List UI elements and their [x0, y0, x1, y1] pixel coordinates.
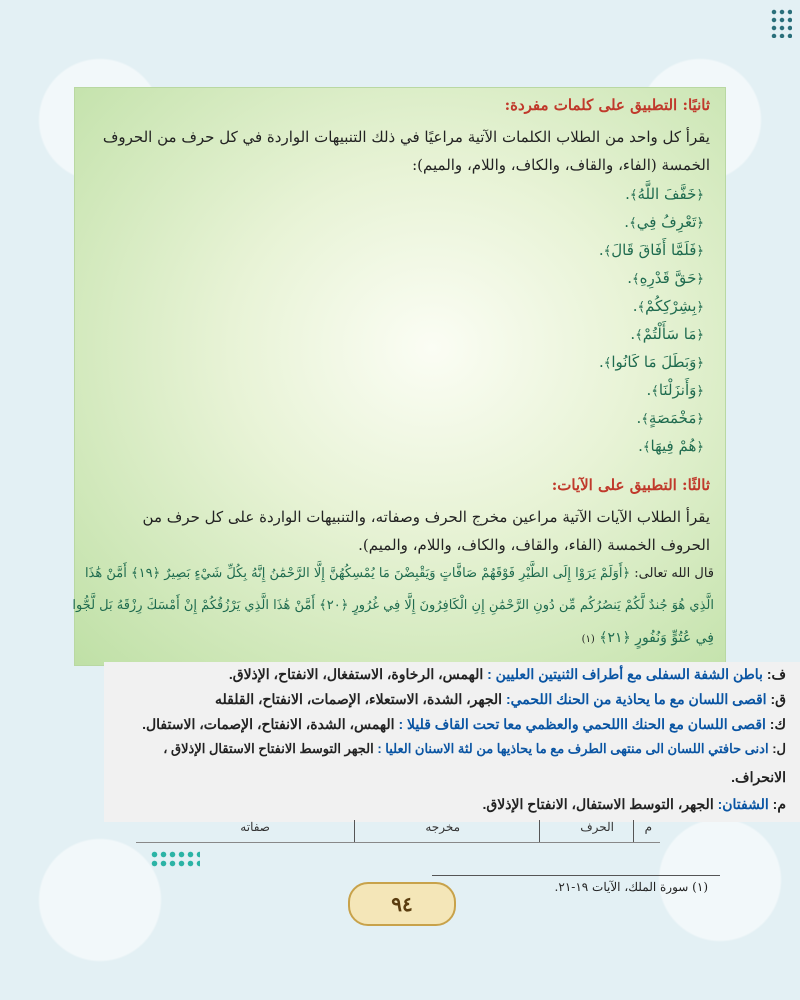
word-item: ﴿تَعْرِفُ فِي﴾. — [624, 213, 704, 231]
word-item: ﴿هُمْ فِيهَا﴾. — [638, 437, 704, 455]
page-number: ٩٤ — [348, 882, 456, 926]
decorative-dots — [150, 850, 200, 868]
verse-line-3: فِي عُتُوٍّ وَنُفُورٍ ﴿٢١﴾ (١) — [581, 630, 714, 646]
overlay-row: م: الشفتان: الجهر، التوسط الاستفال، الانفتاح الإذلاق. — [482, 796, 786, 812]
table-header — [136, 820, 660, 843]
section2-instruction-line2: الخمسة (الفاء، والقاف، والكاف، واللام، والميم): — [412, 156, 710, 174]
verse-footnote-ref: (١) — [581, 634, 595, 645]
section3-heading: ثالثًا: التطبيق على الآيات: — [551, 476, 710, 494]
table-divider — [633, 820, 634, 842]
footnote-rule — [432, 875, 720, 876]
overlay-row: ق: اقصى اللسان مع ما يحاذية من الحنك اللحمي: الجهر، الشدة، الاستعلاء، الإصمات، الانفتاح، القلقله — [215, 691, 786, 707]
table-col-makhraj: مخرجه — [425, 820, 460, 834]
table-col-sifat: صفاته — [240, 820, 270, 834]
corner-dots — [770, 8, 792, 38]
table-col-m: م — [644, 820, 652, 834]
word-item: ﴿فَلَمَّا أَفَاقَ قَالَ﴾. — [598, 241, 704, 259]
word-item: ﴿وَأَنزَلْنَا﴾. — [646, 381, 704, 399]
word-item: ﴿حَقَّ قَدْرِهِ﴾. — [627, 269, 704, 287]
word-item: ﴿مَخْمَصَةٍ﴾. — [636, 409, 704, 427]
overlay-row: ف: باطن الشفة السفلى مع أطراف الثنيتين العليين : الهمس، الرخاوة، الاستفغال، الانفتاح، الإذلاق. — [228, 666, 786, 682]
verse-line-2: الَّذِي هُوَ جُندٌ لَّكُمْ يَنصُرُكُم مِّن دُونِ الرَّحْمَٰنِ إِنِ الْكَافِرُونَ إِلَّا فِي غُرُورٍ ﴿٢٠﴾ أَمَّنْ هَٰذَا الَّذِي يَرْزُقُكُمْ إِنْ أَمْسَكَ رِزْقَهُ بَل لَّجُّوا — [72, 598, 714, 613]
verse-intro: قال الله تعالى: — [634, 566, 714, 581]
overlay-row: ك: اقصى اللسان مع الحنك االلحمي والعظمي معا تحت القاف قليلا : الهمس، الشدة، الانفتاح، الإصمات، الاستفال. — [142, 716, 786, 732]
section3-instruction-line1: يقرأ الطلاب الآيات الآتية مراعين مخرج الحرف وصفاته، والتنبيهات الواردة على كل حرف من — [142, 508, 710, 526]
table-divider — [354, 820, 355, 842]
overlay-row: الانحراف. — [731, 769, 786, 785]
word-item: ﴿وَبَطَلَ مَا كَانُوا﴾. — [598, 353, 704, 371]
word-item: ﴿خَفَّفَ اللَّهُ﴾. — [625, 185, 704, 203]
verse-line-1: قال الله تعالى: ﴿أَوَلَمْ يَرَوْا إِلَى الطَّيْرِ فَوْقَهُمْ صَافَّاتٍ وَيَقْبِضْنَ مَا يُمْسِكُهُنَّ إِلَّا الرَّحْمَٰنُ إِنَّهُ بِكُلِّ شَيْءٍ بَصِيرٌ ﴿١٩﴾ أَمَّنْ هَٰذَا — [84, 566, 714, 581]
footnote: (١) سورة الملك، الآيات ١٩-٢١. — [554, 880, 708, 894]
section2-instruction-line1: يقرأ كل واحد من الطلاب الكلمات الآتية مراعيًا في ذلك التنبيهات الواردة في كل حرف من الحروف — [102, 128, 710, 146]
table-col-letter: الحرف — [580, 820, 614, 834]
section3-instruction-line2: الحروف الخمسة (الفاء، والقاف، والكاف، واللام، والميم). — [358, 536, 710, 554]
overlay-row: ل: ادنى حافتي اللسان الى منتهى الطرف مع ما يحاذيها من لثة الاسنان العليا : الجهر التوسط الانفتاح الاستقال الإذلاق ، — [163, 741, 786, 756]
word-item: ﴿مَا سَأَلْتُمْ﴾. — [630, 325, 704, 343]
word-item: ﴿بِشِرْكِكُمْ﴾. — [632, 297, 704, 315]
section2-heading: ثانيًا: التطبيق على كلمات مفردة: — [504, 96, 710, 114]
table-divider — [539, 820, 540, 842]
